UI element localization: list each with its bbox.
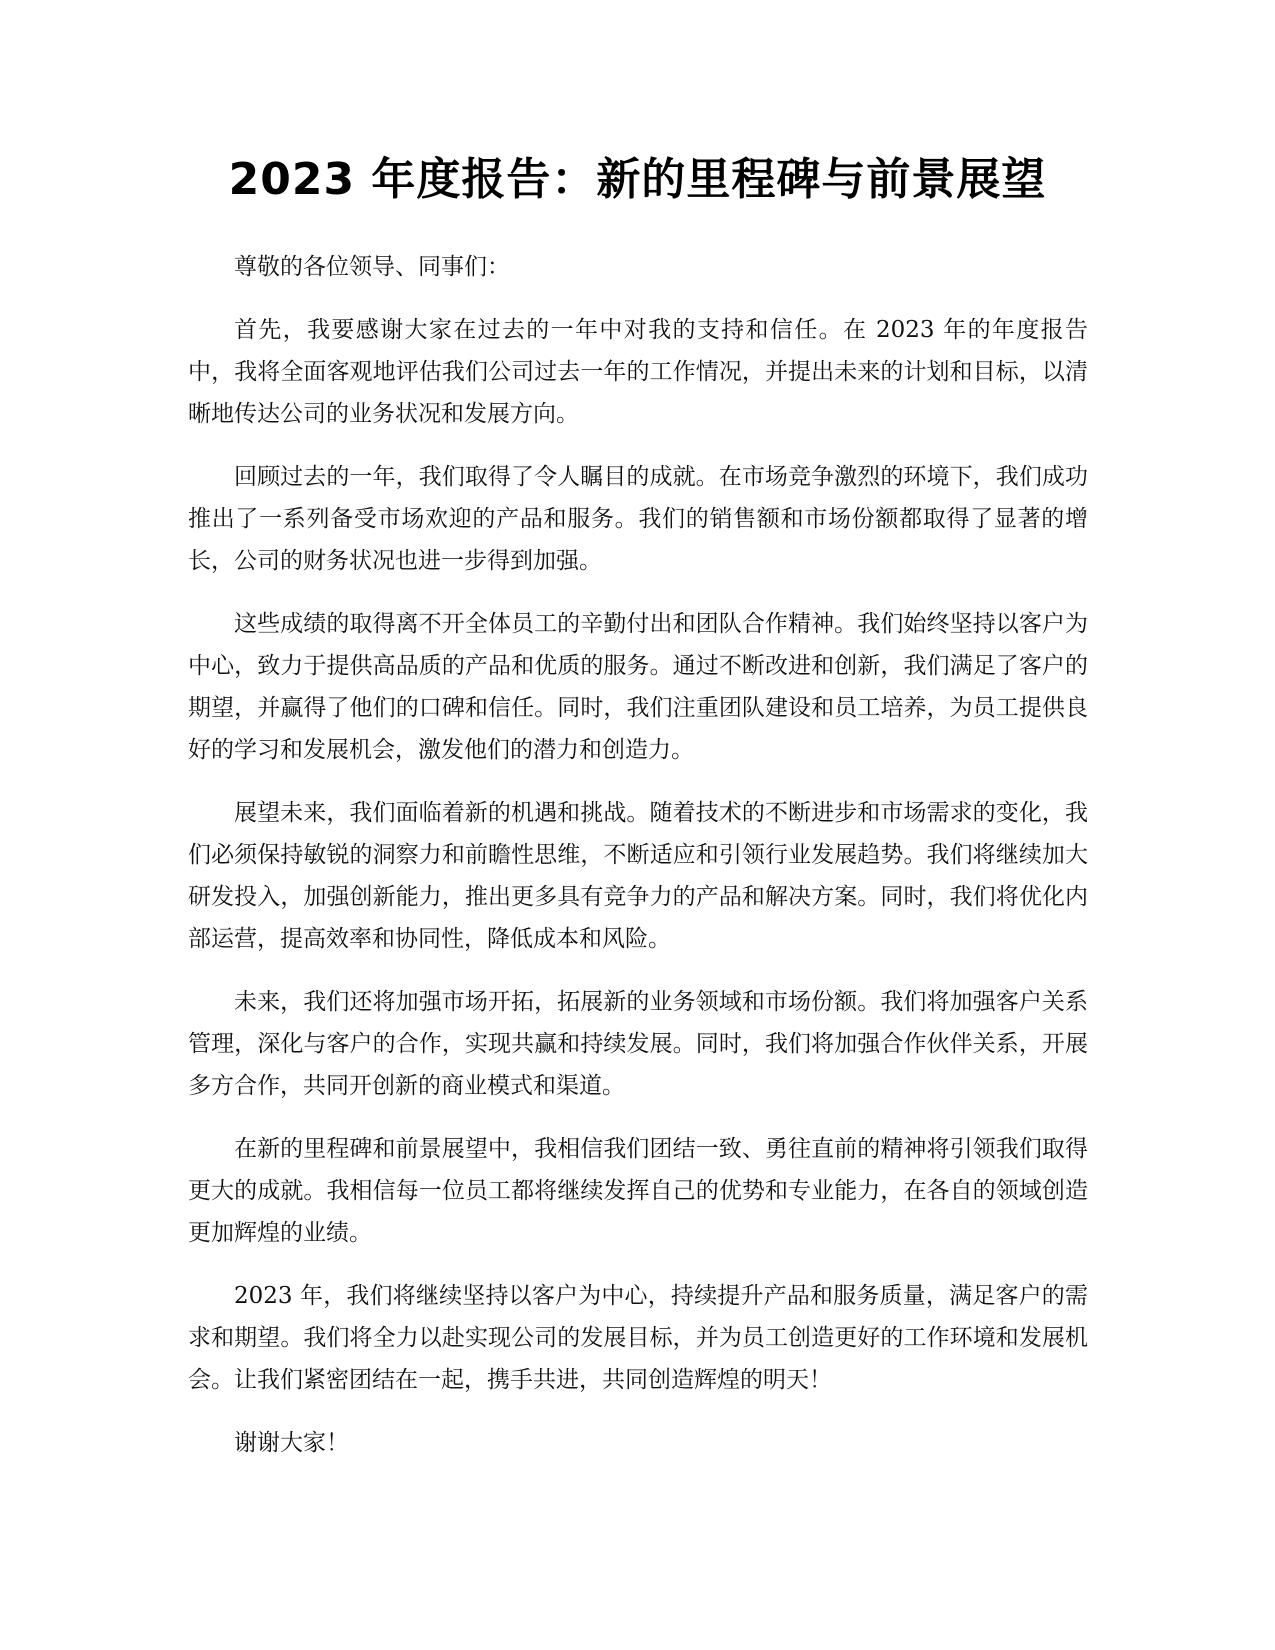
body-paragraph: 这些成绩的取得离不开全体员工的辛勤付出和团队合作精神。我们始终坚持以客户为中心，致力于提供高品质的产品和优质的服务。通过不断改进和创新，我们满足了客户的期望，并赢得了他们的口碑和信任。同时，我们注重团队建设和员工培养，为员工提供良好的学习和发展机会，激发他们的潜力和创造力。 [188,611,1088,763]
document-body [188,246,1088,1485]
salutation-paragraph: 尊敬的各位领导、同事们： [234,254,510,280]
body-paragraph: 展望未来，我们面临着新的机遇和挑战。随着技术的不断进步和市场需求的变化，我们必须保持敏锐的洞察力和前瞻性思维，不断适应和引领行业发展趋势。我们将继续加大研发投入，加强创新能力，推出更多具有竞争力的产品和解决方案。同时，我们将优化内部运营，提高效率和协同性，降低成本和风险。 [188,800,1088,952]
body-paragraph: 在新的里程碑和前景展望中，我相信我们团结一致、勇往直前的精神将引领我们取得更大的成就。我相信每一位员工都将继续发挥自己的优势和专业能力，在各自的领域创造更加辉煌的业绩。 [188,1136,1088,1246]
body-paragraph: 未来，我们还将加强市场开拓，拓展新的业务领域和市场份额。我们将加强客户关系管理，深化与客户的合作，实现共赢和持续发展。同时，我们将加强合作伙伴关系，开展多方合作，共同开创新的商业模式和渠道。 [188,989,1088,1099]
body-paragraph: 回顾过去的一年，我们取得了令人瞩目的成就。在市场竞争激烈的环境下，我们成功推出了一系列备受市场欢迎的产品和服务。我们的销售额和市场份额都取得了显著的增长，公司的财务状况也进一步得到加强。 [188,464,1088,574]
body-paragraph: 首先，我要感谢大家在过去的一年中对我的支持和信任。在 2023 年的年度报告中，我将全面客观地评估我们公司过去一年的工作情况，并提出未来的计划和目标，以清晰地传达公司的业务状况和发展方向。 [188,317,1088,427]
body-paragraph: 2023 年，我们将继续坚持以客户为中心，持续提升产品和服务质量，满足客户的需求和期望。我们将全力以赴实现公司的发展目标，并为员工创造更好的工作环境和发展机会。让我们紧密团结在一起，携手共进，共同创造辉煌的明天！ [188,1283,1088,1393]
closing-paragraph: 谢谢大家！ [234,1430,349,1456]
document-title: 2023 年度报告：新的里程碑与前景展望 [228,154,1047,205]
